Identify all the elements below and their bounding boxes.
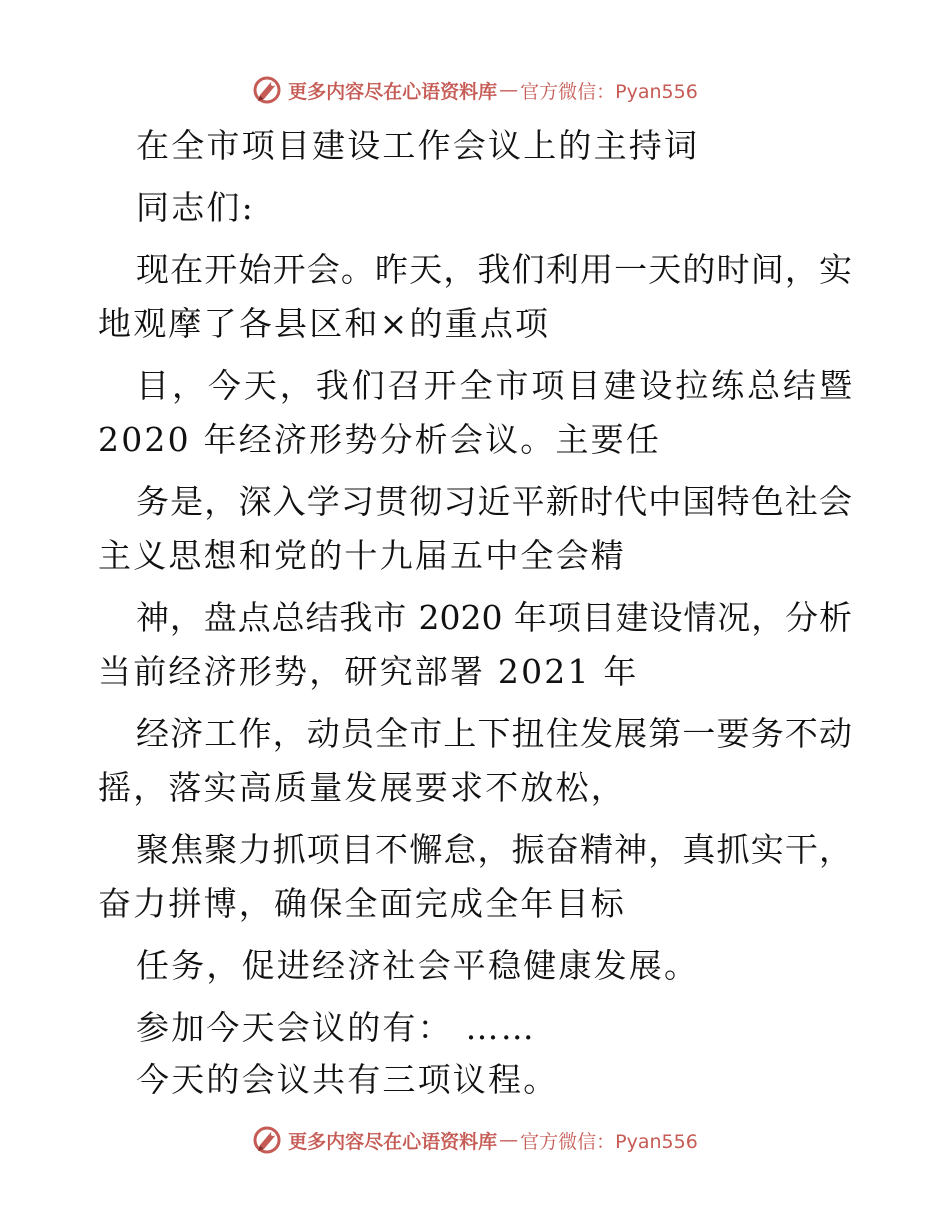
paragraph-line: 神，盘点总结我市 2020 年项目建设情况，分析 (136, 598, 852, 637)
banner-wechat-text: 官方微信：Pyan556 (520, 1130, 698, 1153)
banner-wechat-text: 官方微信：Pyan556 (520, 80, 698, 103)
banner-main-text: 更多内容尽在心语资料库 (288, 80, 498, 103)
paragraph-line: 务是，深入学习贯彻习近平新时代中国特色社会 (136, 482, 852, 521)
paragraph-line: 当前经济形势，研究部署 2021 年 (98, 652, 639, 691)
pen-logo-icon (252, 1125, 282, 1155)
paragraph-line: 地观摩了各县区和×的重点项 (98, 304, 551, 343)
banner-separator: — (499, 79, 519, 101)
document-title: 在全市项目建设工作会议上的主持词 (136, 126, 700, 165)
document-greeting: 同志们: (136, 188, 255, 227)
paragraph-line: 任务，促进经济社会平稳健康发展。 (136, 946, 700, 985)
paragraph-line: 摇，落实高质量发展要求不放松， (98, 768, 626, 807)
banner-separator: — (499, 1129, 519, 1151)
banner-main-text: 更多内容尽在心语资料库 (288, 1130, 498, 1153)
footer-banner (0, 1120, 950, 1160)
footer-banner-content (252, 1125, 698, 1155)
paragraph-line: 现在开始开会。昨天，我们利用一天的时间，实 (136, 250, 852, 289)
paragraph-line: 目，今天，我们召开全市项目建设拉练总结暨 (136, 366, 852, 405)
paragraph-line: 2020 年经济形势分析会议。主要任 (98, 420, 662, 459)
paragraph-line: 聚焦聚力抓项目不懈怠，振奋精神，真抓实干， (136, 830, 852, 869)
paragraph-line: 主义思想和党的十九届五中全会精 (98, 536, 626, 575)
paragraph-line: 经济工作，动员全市上下扭住发展第一要务不动 (136, 714, 852, 753)
paragraph-line: 参加今天会议的有： …… (136, 1008, 536, 1047)
paragraph-line: 今天的会议共有三项议程。 (136, 1060, 559, 1099)
paragraph-line: 奋力拼博，确保全面完成全年目标 (98, 884, 626, 923)
